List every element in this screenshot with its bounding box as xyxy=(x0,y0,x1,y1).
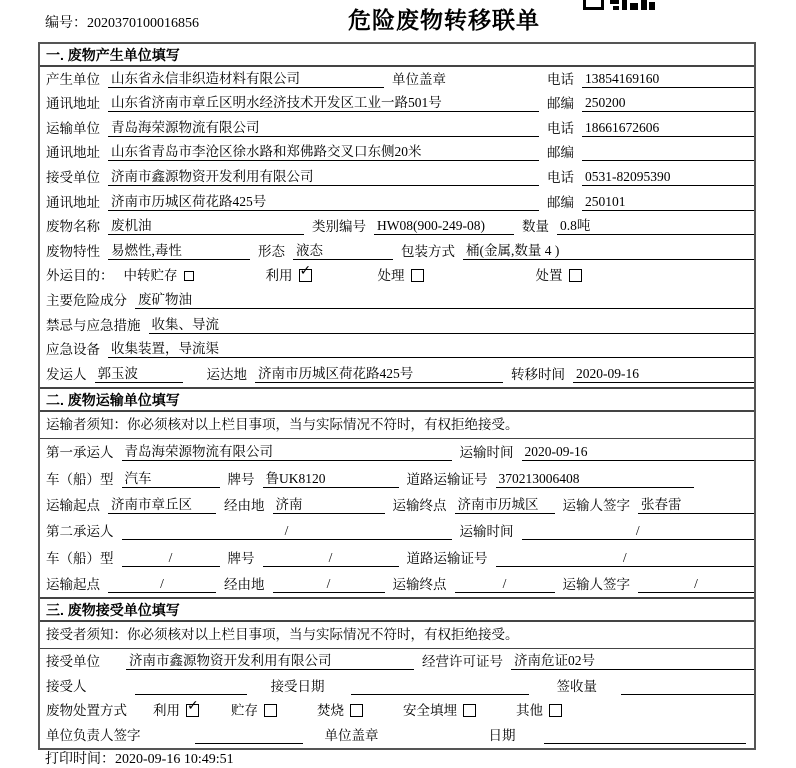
terminus-label: 运输终点 xyxy=(392,577,447,593)
section-transporter xyxy=(40,387,754,597)
via-label: 经由地 xyxy=(224,497,265,513)
qr-code-fragment-icon xyxy=(583,0,655,10)
category-code-value: HW08(900-249-08) xyxy=(374,218,514,235)
responsible-signature-label: 单位负责人签字 xyxy=(46,728,141,744)
phone-value: 0531-82095390 xyxy=(582,169,754,186)
producer-unit-label: 产生单位 xyxy=(46,71,100,87)
phone-label: 电话 xyxy=(547,120,574,136)
origin-label: 运输起点 xyxy=(46,497,100,513)
consignor-value: 郭玉波 xyxy=(95,362,183,383)
serial-label: 编号： xyxy=(45,16,87,31)
plate-number-label: 牌号 xyxy=(227,471,255,487)
option-label: 安全填埋 xyxy=(403,703,457,719)
emergency-measures-value: 收集、导流 xyxy=(149,313,755,334)
section-receiver-title: 三. 废物接受单位填写 xyxy=(40,597,754,622)
row-second-vehicle xyxy=(40,544,754,570)
emergency-measures-label: 禁忌与应急措施 xyxy=(46,317,141,333)
row-purpose xyxy=(40,264,754,289)
transport-unit-value: 青岛海荣源物流有限公司 xyxy=(108,116,539,137)
address-label: 通讯地址 xyxy=(46,96,100,112)
checkbox-transfer-storage xyxy=(184,271,194,281)
row-responsible-signature xyxy=(40,723,754,748)
checkbox-utilize: ✓ xyxy=(299,269,312,282)
via-label: 经由地 xyxy=(224,577,265,593)
option-label: 利用 xyxy=(265,268,293,284)
row-transport-address xyxy=(40,141,754,166)
waste-character-value: 易燃性,毒性 xyxy=(108,239,250,260)
road-permit-value: 370213006408 xyxy=(496,471,694,488)
row-producer-unit xyxy=(40,67,754,92)
row-transport-unit xyxy=(40,116,754,141)
option-label: 其他 xyxy=(516,703,543,719)
checkbox-store xyxy=(264,704,277,717)
zip-value: 250101 xyxy=(582,194,754,211)
row-hazard-component xyxy=(40,288,754,313)
plate-number-label: 牌号 xyxy=(227,550,255,566)
origin-value: 济南市章丘区 xyxy=(108,493,216,514)
transport-time-label: 运输时间 xyxy=(459,445,514,461)
option-incinerate xyxy=(317,699,363,719)
receiving-person-value xyxy=(135,679,247,695)
row-waste-name xyxy=(40,215,754,240)
serial-value: 2020370100016856 xyxy=(87,16,199,31)
row-disposal-method xyxy=(40,699,754,724)
carrier-signature-label: 运输人签字 xyxy=(562,497,630,513)
hazard-component-value: 废矿物油 xyxy=(135,288,754,309)
phone-label: 电话 xyxy=(547,169,574,185)
option-label: 处置 xyxy=(535,268,563,284)
carrier-signature-value: / xyxy=(638,576,754,593)
vehicle-type-label: 车（船）型 xyxy=(46,471,114,487)
carrier-signature-label: 运输人签字 xyxy=(562,577,630,593)
via-value: / xyxy=(273,576,385,593)
hazard-component-label: 主要危险成分 xyxy=(46,292,127,308)
producer-unit-value: 山东省永信非织造材料有限公司 xyxy=(108,67,384,88)
checkbox-utilize: ✓ xyxy=(186,704,199,717)
row-receiving-unit xyxy=(40,649,754,674)
transporter-notice: 运输者须知：你必须核对以上栏目事项，当与实际情况不符时，有权拒绝接受。 xyxy=(40,412,754,439)
transport-time-value: 2020-09-16 xyxy=(522,444,755,461)
road-permit-value: / xyxy=(496,550,755,567)
row-emergency-equipment xyxy=(40,338,754,363)
zip-value xyxy=(582,145,754,161)
row-producer-address xyxy=(40,92,754,117)
quantity-label: 数量 xyxy=(522,219,549,235)
receiver-unit-value: 济南市鑫源物资开发利用有限公司 xyxy=(108,165,539,186)
destination-value: 济南市历城区荷花路425号 xyxy=(255,362,503,383)
option-label: 贮存 xyxy=(231,703,258,719)
row-waste-character xyxy=(40,239,754,264)
receiving-unit-label: 接受单位 xyxy=(46,653,100,669)
row-receiver-address xyxy=(40,190,754,215)
signed-amount-label: 签收量 xyxy=(556,678,597,694)
page-title: 危险废物转移联单 xyxy=(348,7,540,33)
vehicle-type-label: 车（船）型 xyxy=(46,550,114,566)
date-label: 日期 xyxy=(488,728,516,744)
waste-name-label: 废物名称 xyxy=(46,219,100,235)
date-value xyxy=(544,728,747,744)
option-label: 焚烧 xyxy=(317,703,344,719)
form-state-label: 形态 xyxy=(258,243,285,259)
section-producer xyxy=(40,44,754,387)
disposal-method-label: 废物处置方式 xyxy=(46,703,127,719)
transport-time-label: 运输时间 xyxy=(459,524,514,540)
transfer-time-value: 2020-09-16 xyxy=(573,366,754,383)
receiving-unit-value: 济南市鑫源物资开发利用有限公司 xyxy=(126,649,414,670)
second-carrier-value: / xyxy=(122,523,452,540)
destination-label: 运达地 xyxy=(206,366,247,382)
checkbox-incinerate xyxy=(350,704,363,717)
waste-character-label: 废物特性 xyxy=(46,243,100,259)
address-label: 通讯地址 xyxy=(46,145,100,161)
option-transfer-storage xyxy=(124,264,194,284)
option-label: 利用 xyxy=(153,703,180,719)
second-carrier-label: 第二承运人 xyxy=(46,524,114,540)
row-receiver-unit xyxy=(40,165,754,190)
category-code-label: 类别编号 xyxy=(312,219,366,235)
section-transporter-title: 二. 废物运输单位填写 xyxy=(40,387,754,412)
checkbox-landfill xyxy=(463,704,476,717)
checkbox-treat xyxy=(411,269,424,282)
receiving-date-label: 接受日期 xyxy=(270,678,325,694)
row-second-route xyxy=(40,571,754,597)
address-value: 济南市历城区荷花路425号 xyxy=(108,190,539,211)
section-receiver xyxy=(40,597,754,748)
option-landfill xyxy=(403,699,476,719)
waste-name-value: 废机油 xyxy=(108,214,304,235)
manifest-form xyxy=(38,42,756,750)
road-permit-label: 道路运输证号 xyxy=(406,471,488,487)
signed-amount-value xyxy=(621,679,754,695)
first-carrier-label: 第一承运人 xyxy=(46,445,114,461)
plate-number-value: / xyxy=(263,550,399,567)
transport-time-value: / xyxy=(522,523,755,540)
phone-label: 电话 xyxy=(547,71,574,87)
transport-unit-label: 运输单位 xyxy=(46,120,100,136)
print-time-value: 2020-09-16 10:49:51 xyxy=(115,752,234,767)
print-time-label: 打印时间： xyxy=(45,752,115,767)
road-permit-label: 道路运输证号 xyxy=(406,550,488,566)
packing-label: 包装方式 xyxy=(401,243,455,259)
receiver-unit-label: 接受单位 xyxy=(46,169,100,185)
vehicle-type-value: / xyxy=(122,550,220,567)
document-header xyxy=(0,0,796,40)
terminus-value: 济南市历城区 xyxy=(455,493,555,514)
terminus-value: / xyxy=(455,576,555,593)
option-store xyxy=(231,699,277,719)
address-value: 山东省青岛市李沧区徐水路和郑佛路交叉口东侧20米 xyxy=(108,140,539,161)
first-carrier-value: 青岛海荣源物流有限公司 xyxy=(122,440,452,461)
phone-value: 13854169160 xyxy=(582,71,754,88)
transfer-time-label: 转移时间 xyxy=(511,366,565,382)
unit-seal-label: 单位盖章 xyxy=(392,71,446,87)
row-first-route xyxy=(40,492,754,518)
origin-value: / xyxy=(108,576,216,593)
license-label: 经营许可证号 xyxy=(422,653,503,669)
zip-label: 邮编 xyxy=(547,194,574,210)
zip-label: 邮编 xyxy=(547,96,574,112)
via-value: 济南 xyxy=(273,493,385,514)
vehicle-type-value: 汽车 xyxy=(122,467,220,488)
unit-seal-label: 单位盖章 xyxy=(324,728,379,744)
address-label: 通讯地址 xyxy=(46,194,100,210)
receiver-notice: 接受者须知：你必须核对以上栏目事项，当与实际情况不符时，有权拒绝接受。 xyxy=(40,622,754,649)
consignor-label: 发运人 xyxy=(46,366,87,382)
license-value: 济南危证02号 xyxy=(511,649,754,670)
terminus-label: 运输终点 xyxy=(392,497,447,513)
option-utilize xyxy=(266,264,312,284)
zip-value: 250200 xyxy=(582,95,754,112)
option-other xyxy=(516,699,562,719)
row-first-carrier xyxy=(40,439,754,465)
responsible-signature-value xyxy=(195,728,303,744)
checkbox-dispose xyxy=(569,269,582,282)
row-first-vehicle xyxy=(40,465,754,491)
phone-value: 18661672606 xyxy=(582,120,754,137)
purpose-label: 外运目的： xyxy=(46,268,114,284)
option-treat xyxy=(378,264,424,284)
quantity-value: 0.8吨 xyxy=(557,214,754,235)
option-utilize xyxy=(153,699,199,719)
emergency-equipment-value: 收集装置，导流渠 xyxy=(108,337,754,358)
plate-number-value: 鲁UK8120 xyxy=(263,467,399,488)
row-consignor xyxy=(40,362,754,387)
row-second-carrier xyxy=(40,518,754,544)
packing-value: 桶(金属,数量 4 ) xyxy=(463,239,754,260)
origin-label: 运输起点 xyxy=(46,577,100,593)
receiving-date-value xyxy=(351,679,529,695)
option-label: 处理 xyxy=(377,268,405,284)
option-dispose xyxy=(536,264,582,284)
address-value: 山东省济南市章丘区明水经济技术开发区工业一路501号 xyxy=(108,91,539,112)
option-label: 中转贮存 xyxy=(123,268,178,284)
print-time xyxy=(45,748,234,768)
section-producer-title: 一. 废物产生单位填写 xyxy=(40,44,754,67)
receiving-person-label: 接受人 xyxy=(46,678,87,694)
row-emergency-measures xyxy=(40,313,754,338)
form-state-value: 液态 xyxy=(293,239,393,260)
emergency-equipment-label: 应急设备 xyxy=(46,342,100,358)
zip-label: 邮编 xyxy=(547,145,574,161)
row-receiving-person xyxy=(40,674,754,699)
checkbox-other xyxy=(549,704,562,717)
carrier-signature-value: 张春雷 xyxy=(638,493,754,514)
